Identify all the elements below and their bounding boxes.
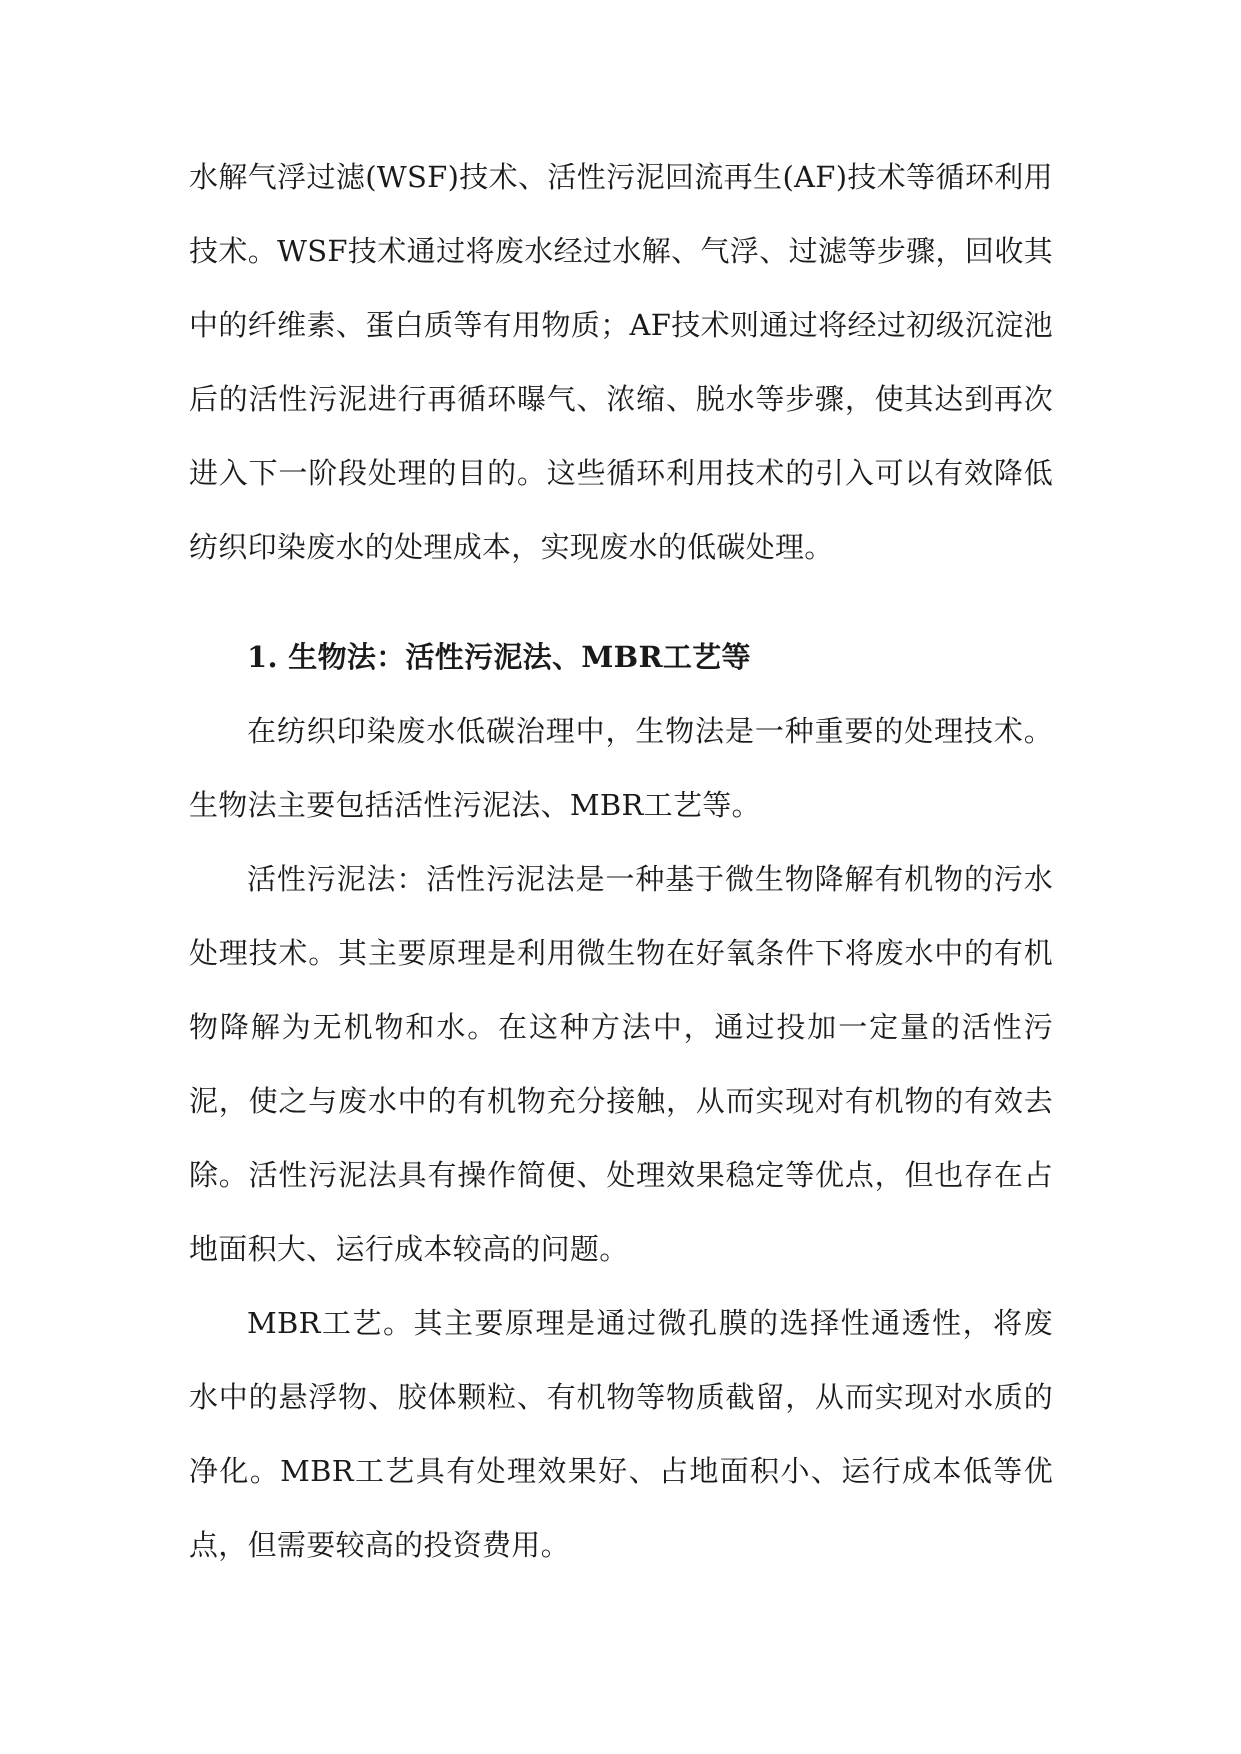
section-heading-biological-method: 1. 生物法：活性污泥法、MBR工艺等	[247, 640, 751, 674]
paragraph-activated-sludge: 活性污泥法：活性污泥法是一种基于微生物降解有机物的污水处理技术。其主要原理是利用微生物在好氧条件下将废水中的有机物降解为无机物和水。在这种方法中，通过投加一定量的活性污泥，使之与废水中的有机物充分接触，从而实现对有机物的有效去除。活性污泥法具有操作简便、处理效果稳定等优点，但也存在占地面积大、运行成本较高的问题。	[189, 862, 1053, 1266]
paragraph-mbr-process: MBR工艺。其主要原理是通过微孔膜的选择性通透性，将废水中的悬浮物、胶体颗粒、有机物等物质截留，从而实现对水质的净化。MBR工艺具有处理效果好、占地面积小、运行成本低等优点，但需要较高的投资费用。	[189, 1306, 1053, 1562]
document-body	[189, 140, 1053, 1582]
paragraph-continued: 水解气浮过滤(WSF)技术、活性污泥回流再生(AF)技术等循环利用技术。WSF技术通过将废水经过水解、气浮、过滤等步骤，回收其中的纤维素、蛋白质等有用物质；AF技术则通过将经过初级沉淀池后的活性污泥进行再循环曝气、浓缩、脱水等步骤，使其达到再次进入下一阶段处理的目的。这些循环利用技术的引入可以有效降低纺织印染废水的处理成本，实现废水的低碳处理。	[189, 160, 1053, 564]
paragraph-biological-intro: 在纺织印染废水低碳治理中，生物法是一种重要的处理技术。生物法主要包括活性污泥法、MBR工艺等。	[189, 714, 1053, 822]
